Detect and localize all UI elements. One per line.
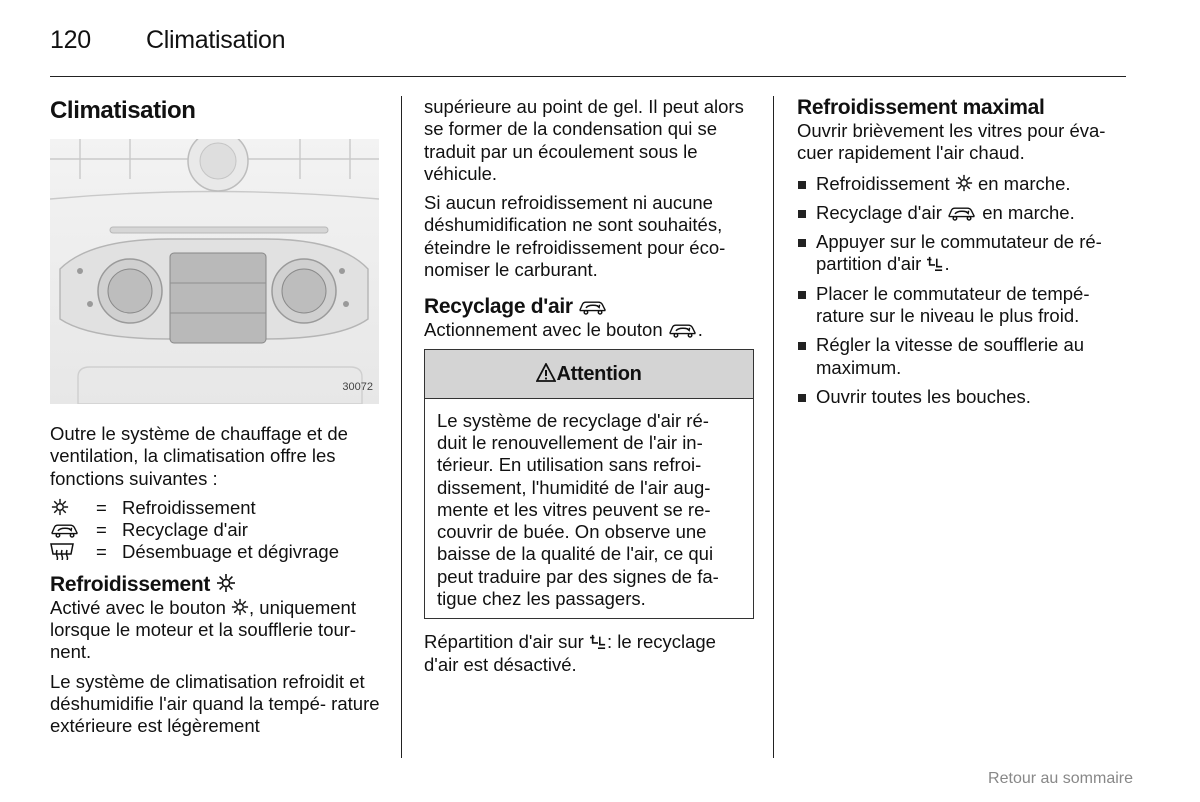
list-item: Ouvrir toutes les bouches. xyxy=(797,386,1127,408)
list-item: Régler la vitesse de soufflerie au maximum. xyxy=(797,334,1127,379)
list-item: Placer le commutateur de tempé- rature sur le niveau le plus froid. xyxy=(797,283,1127,328)
recirculation-text: Actionnement avec le bouton xyxy=(424,319,663,341)
legend-equals: = xyxy=(96,496,107,518)
list-item xyxy=(797,231,1127,276)
max-cooling-steps xyxy=(797,173,1127,409)
legend-label: Refroidissement xyxy=(122,496,256,518)
section-heading: Climatisation xyxy=(50,97,196,124)
list-item xyxy=(797,202,1127,224)
cooling-text: , uniquement lorsque le moteur et la soufflerie tour- nent. xyxy=(50,596,357,663)
cooling-heading xyxy=(50,573,385,597)
step-text: Recyclage d'air xyxy=(816,201,942,223)
distribution-text: Répartition d'air sur xyxy=(424,631,584,653)
cooling-off-paragraph: Si aucun refroidissement ni aucune déshumidification ne sont souhaités, éteindre le refroidissement pour éco- nomiser le carburant. xyxy=(424,192,726,281)
function-legend xyxy=(50,497,385,564)
warning-triangle-icon xyxy=(536,363,556,382)
figure-number: 30072 xyxy=(342,380,373,393)
step-text: en marche. xyxy=(982,201,1075,223)
max-cooling-heading: Refroidissement maximal xyxy=(797,96,1045,119)
step-text: Appuyer sur le commutateur de ré- partition d'air xyxy=(816,231,1102,275)
snowflake-icon xyxy=(50,498,70,516)
air-recirculation-icon xyxy=(668,322,698,338)
snowflake-icon xyxy=(955,174,973,192)
legend-equals: = xyxy=(96,519,107,541)
intro-paragraph: Outre le système de chauffage et de ventilation, la climatisation offre les fonctions suivantes : xyxy=(50,423,348,489)
page-number: 120 xyxy=(50,26,91,54)
warning-title: Attention xyxy=(556,362,642,385)
legend-equals: = xyxy=(96,541,107,563)
recirculation-subtext: Actionnement avec le bouton . xyxy=(424,319,703,341)
distribution-paragraph xyxy=(424,631,754,676)
continued-paragraph: supérieure au point de gel. Il peut alors se former de la condensation qui se traduit par un écoulement sous le véhicule. xyxy=(424,96,744,184)
legend-row xyxy=(50,497,385,519)
cooling-paragraph-1 xyxy=(50,597,385,664)
cooling-heading-text: Refroidissement xyxy=(50,572,211,596)
distribution-text: : le recyclage d'air est désactivé. xyxy=(424,631,716,675)
back-to-contents-link[interactable]: Retour au sommaire xyxy=(988,770,1133,787)
max-cooling-intro: Ouvrir brièvement les vitres pour éva- cuer rapidement l'air chaud. xyxy=(797,120,1106,164)
header-rule xyxy=(50,76,1126,77)
page-header xyxy=(50,26,285,55)
air-recirculation-icon xyxy=(578,299,608,315)
column-2 xyxy=(424,96,754,683)
air-distribution-feet-icon xyxy=(926,256,944,272)
snowflake-icon xyxy=(231,598,249,616)
air-recirculation-icon xyxy=(50,522,80,538)
warning-body: Le système de recyclage d'air ré- duit le renouvellement de l'air in- térieur. En utilisation sans refroi- dissement, l'humidité de l'air aug- mente et les vitres peuvent se re- couvrir de buée. On observe une baisse de la qualité de l'air, ce qui peut traduire par des signes de fa- tigue chez les passagers. xyxy=(437,409,719,610)
running-title: Climatisation xyxy=(146,26,286,54)
air-distribution-feet-icon xyxy=(589,634,607,650)
column-divider-1 xyxy=(401,96,402,758)
legend-label: Recyclage d'air xyxy=(122,519,248,541)
legend-row xyxy=(50,519,385,541)
snowflake-icon xyxy=(216,573,236,593)
climate-panel-figure xyxy=(50,139,379,404)
recirculation-heading-text: Recyclage d'air xyxy=(424,295,573,319)
air-recirculation-icon xyxy=(947,205,977,221)
warning-box xyxy=(424,349,754,620)
cooling-text: Activé avec le bouton xyxy=(50,596,226,618)
list-item xyxy=(797,173,1127,195)
rear-defrost-icon xyxy=(50,542,74,560)
column-1 xyxy=(50,96,385,745)
cooling-paragraph-2: Le système de climatisation refroidit et déshumidifie l'air quand la tempé- rature extérieure est légèrement xyxy=(50,670,380,737)
column-divider-2 xyxy=(773,96,774,758)
step-text: en marche. xyxy=(977,172,1071,194)
climate-control-panel-illustration xyxy=(50,139,379,404)
step-text: . xyxy=(944,253,950,275)
legend-row xyxy=(50,541,385,563)
warning-header xyxy=(425,350,753,399)
column-3 xyxy=(797,96,1127,415)
legend-label: Désembuage et dégivrage xyxy=(122,541,340,563)
recirculation-heading xyxy=(424,295,754,319)
step-text: Refroidissement xyxy=(816,172,950,194)
